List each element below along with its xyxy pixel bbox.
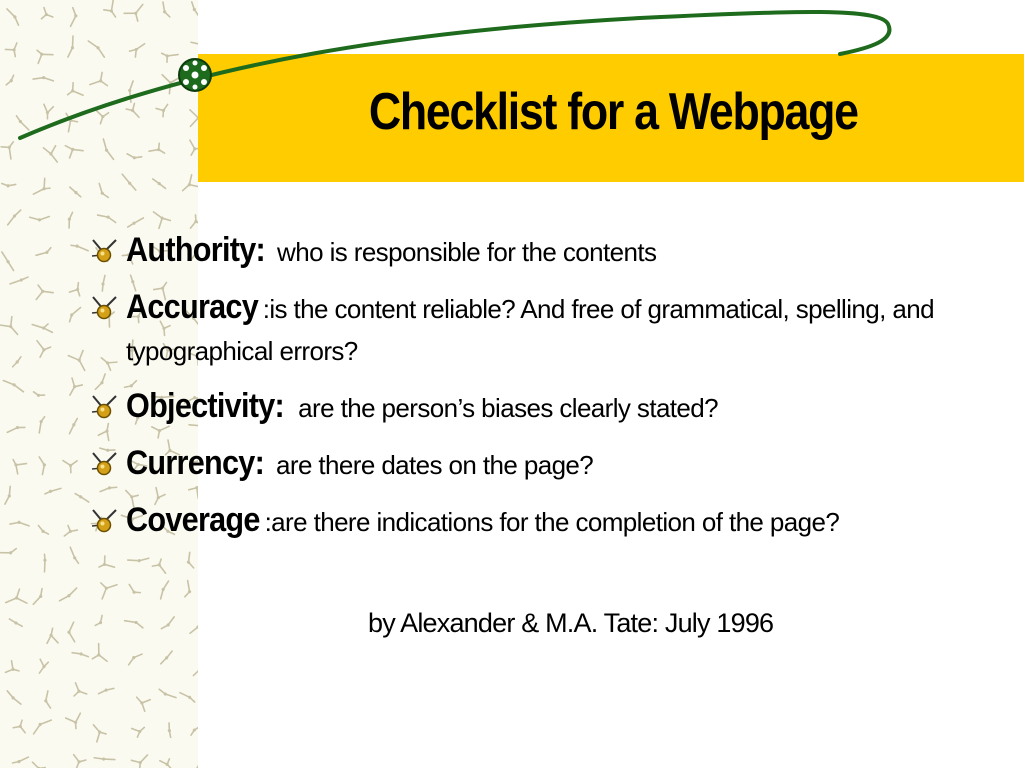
molecule-bullet-icon [90, 451, 120, 477]
bullet-term: Currency: [126, 444, 265, 482]
bullet-term: Coverage [126, 501, 260, 539]
bullet-term: Objectivity: [126, 387, 285, 425]
list-item [90, 232, 970, 275]
list-item [90, 502, 970, 545]
bullet-description: are there dates on the page? [269, 450, 594, 480]
slide-title: Checklist for a Webpage [368, 83, 858, 141]
molecule-bullet-icon [90, 394, 120, 420]
checklist [90, 232, 970, 559]
list-item [90, 289, 970, 374]
attribution-text: by Alexander & M.A. Tate: July 1996 [368, 608, 774, 638]
molecule-bullet-icon [90, 508, 120, 534]
bullet-description: who is responsible for the contents [270, 237, 657, 267]
list-item [90, 388, 970, 431]
bullet-description: :are there indications for the completion of the page? [264, 507, 840, 537]
molecule-bullet-icon [90, 295, 120, 321]
bullet-description: are the person’s biases clearly stated? [291, 393, 719, 423]
bullet-term: Accuracy [126, 288, 259, 326]
list-item [90, 445, 970, 488]
bullet-term: Authority: [126, 231, 265, 269]
bullet-description: :is the content reliable? And free of grammatical, spelling, and typographical errors? [126, 294, 934, 366]
molecule-bullet-icon [90, 238, 120, 264]
